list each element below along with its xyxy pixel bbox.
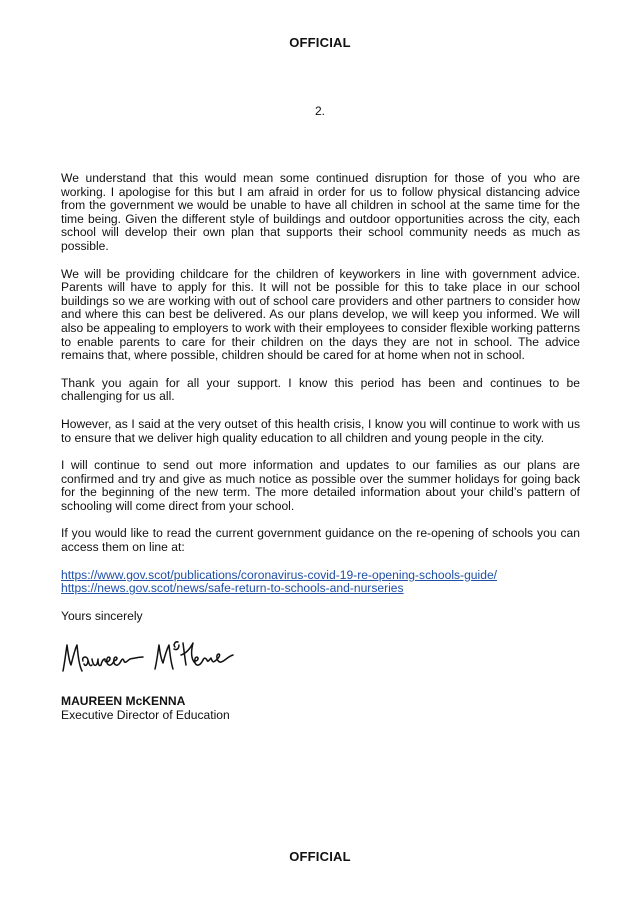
link-schools-guide[interactable]: https://www.gov.scot/publications/coronavirus-covid-19-re-opening-schools-guide/ [61, 567, 498, 582]
paragraph-childcare: We will be providing childcare for the children of keyworkers in line with government advice. Parents will have to apply for this. It will not be possible for this to take place in our school buildings so we are working with out of school care providers and other partners to consider how and where this can best be delivered. As our plans develop, we will keep you informed. We will also be appealing to employers to work with their employees to consider flexible working patterns to enable parents to care for their children on the days they are not in school. The advice remains that, where possible, children should be cared for at home when not in school. [61, 266, 580, 363]
paragraph-health-crisis: However, as I said at the very outset of this health crisis, I know you will continue to work with us to ensure that we deliver high quality education to all children and young people in the city. [61, 416, 580, 445]
paragraph-updates: I will continue to send out more information and updates to our families as our plans are confirmed and try and give as much notice as possible over the summer holidays for going back for the beginning of the new term. The more detailed information about your child’s pattern of schooling will come direct from your school. [61, 458, 580, 513]
link-safe-return[interactable]: https://news.gov.scot/news/safe-return-to-schools-and-nurseries [61, 581, 404, 596]
signer-title: Executive Director of Education [61, 708, 230, 723]
handwritten-signature [57, 631, 237, 683]
protective-marking-header: OFFICIAL [289, 35, 351, 50]
guidance-links [61, 569, 580, 596]
paragraph-disruption: We understand that this would mean some continued disruption for those of you who are working. I apologise for this but I am afraid in order for us to follow physical distancing advice from the government we would be unable to have all children in school at the same time for the time being. Given the different style of buildings and outdoor opportunities across the city, each school will develop their own plan that supports their school community needs as much as possible. [61, 171, 580, 253]
paragraph-thanks: Thank you again for all your support. I know this period has been and continues to be challenging for us all. [61, 375, 580, 404]
letter-body [61, 172, 580, 723]
signer-name: MAUREEN McKENNA [61, 694, 186, 709]
page-number: 2. [314, 104, 325, 118]
closing-salutation: Yours sincerely [61, 608, 143, 623]
paragraph-guidance: If you would like to read the current government guidance on the re-opening of schools you can access them on line at: [61, 526, 580, 555]
protective-marking-footer: OFFICIAL [289, 849, 351, 864]
